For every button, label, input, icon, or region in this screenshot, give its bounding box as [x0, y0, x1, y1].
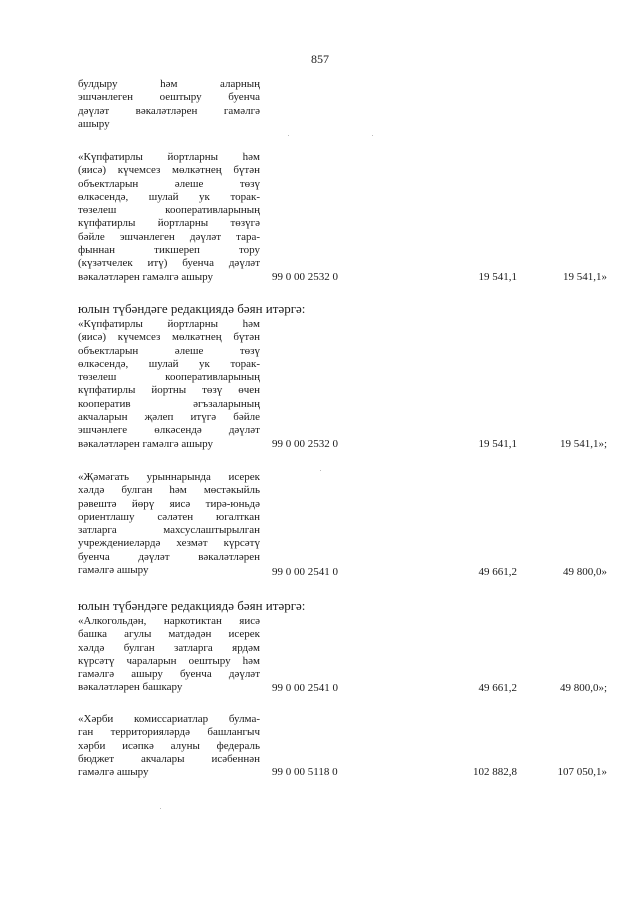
amendment-heading: юлын түбәндәге редакциядә бәян итәргә: [78, 301, 306, 316]
entry-line: кооператив әгъзаларының [78, 397, 260, 410]
entry-line: объектларын әлеше төзү [78, 344, 260, 357]
scan-speck [288, 135, 289, 136]
entry-line: хәлдә булган затларга ярдәм [78, 641, 260, 654]
entry-line: ориентлашу сәләтен югалткан [78, 510, 260, 523]
budget-code: 99 0 00 2532 0 [272, 438, 338, 450]
budget-code: 99 0 00 2541 0 [272, 566, 338, 578]
entry-line: өлкәсендә, шулай ук торак- [78, 357, 260, 370]
entry-line: затларга махсуслаштырылган [78, 524, 260, 537]
entry-line: (яисә) күчемсез мөлкәтнең бүтән [78, 164, 260, 177]
entry-line: күпфатирлы йортларны төзүгә [78, 217, 260, 230]
entry-line: төзелеш кооперативларының [78, 204, 260, 217]
entry-text [78, 713, 260, 779]
entry-line: бәйле эшчәнлеген дәүләт тара- [78, 230, 260, 243]
scan-speck [320, 470, 321, 471]
entry-line: «Күпфатирлы йортларны һәм [78, 151, 260, 163]
entry-line: «Күпфатирлы йортларны һәм [78, 318, 260, 330]
entry-line: фыннан тикшереп тору [78, 244, 260, 257]
entry-line: өлкәсендә, шулай ук торак- [78, 190, 260, 203]
amount-col-1: 49 661,2 [478, 682, 517, 694]
amount-col-2: 49 800,0» [563, 566, 607, 578]
page-number: 857 [311, 52, 329, 66]
entry-line: рәвештә йөрү яисә тирә-юньдә [78, 497, 260, 510]
entry-line: хәлдә булган һәм мөстәкыйль [78, 484, 260, 497]
budget-code: 99 0 00 5118 0 [272, 766, 338, 778]
amount-col-1: 19 541,1 [478, 438, 517, 450]
entry-line: хәрби исәпкә алуны федераль [78, 739, 260, 752]
entry-text [78, 78, 260, 131]
budget-code: 99 0 00 2541 0 [272, 682, 338, 694]
entry-line: «Хәрби комиссариатлар булма- [78, 713, 260, 725]
entry-line: вәкаләтләрен гамәлгә ашыру [78, 270, 213, 283]
entry-line: күрсәтү чараларын оештыру һәм [78, 654, 260, 667]
budget-code: 99 0 00 2532 0 [272, 271, 338, 283]
entry-line: (яисә) күчемсез мөлкәтнең бүтән [78, 331, 260, 344]
entry-line: учреждениеләрдә хезмәт күрсәтү [78, 537, 260, 550]
entry-line: гамәлгә ашыру буенча дәүләт [78, 668, 260, 681]
entry-line: төзелеш кооперативларының [78, 371, 260, 384]
entry-line: эшчәнлеген оештыру буенча [78, 91, 260, 104]
scan-speck [372, 135, 373, 136]
amount-col-2: 19 541,1»; [559, 438, 607, 450]
entry-line: эшчәнлеге өлкәсендә дәүләт [78, 424, 260, 437]
entry-line: башка агулы матдәдән исерек [78, 628, 260, 641]
entry-text [78, 471, 260, 577]
entry-line: булдыру һәм аларның [78, 78, 260, 90]
entry-line: вәкаләтләрен гамәлгә ашыру [78, 437, 213, 450]
entry-line: гамәлгә ашыру [78, 766, 149, 779]
entry-line: «Җәмәгать урыннарында исерек [78, 471, 260, 483]
entry-text [78, 318, 260, 451]
entry-line: «Алкогольдән, наркотиктан яисә [78, 615, 260, 627]
entry-line: дәүләт вәкаләтләрен гамәлгә [78, 104, 260, 117]
entry-line: күпфатирлы йортны төзү өчен [78, 384, 260, 397]
amount-col-1: 102 882,8 [473, 766, 517, 778]
entry-line: (күзәтчелек итү) буенча дәүләт [78, 257, 260, 270]
amount-col-1: 19 541,1 [478, 271, 517, 283]
entry-line: гамәлгә ашыру [78, 564, 149, 577]
entry-line: вәкаләтләрен башкару [78, 681, 183, 694]
amount-col-2: 107 050,1» [557, 766, 607, 778]
entry-line: ашыру [78, 117, 110, 130]
amount-col-1: 49 661,2 [478, 566, 517, 578]
entry-line: бюджет акчалары исәбеннән [78, 752, 260, 765]
amount-col-2: 19 541,1» [563, 271, 607, 283]
entry-line: ган территорияләрдә башлангыч [78, 726, 260, 739]
amount-col-2: 49 800,0»; [559, 682, 607, 694]
entry-line: объектларын әлеше төзү [78, 177, 260, 190]
entry-line: акчаларын җәлеп итүгә бәйле [78, 411, 260, 424]
amendment-heading: юлын түбәндәге редакциядә бәян итәргә: [78, 598, 306, 613]
scan-speck [160, 808, 161, 809]
entry-text [78, 615, 260, 695]
entry-text [78, 151, 260, 284]
entry-line: буенча дәүләт вәкаләтләрен [78, 550, 260, 563]
